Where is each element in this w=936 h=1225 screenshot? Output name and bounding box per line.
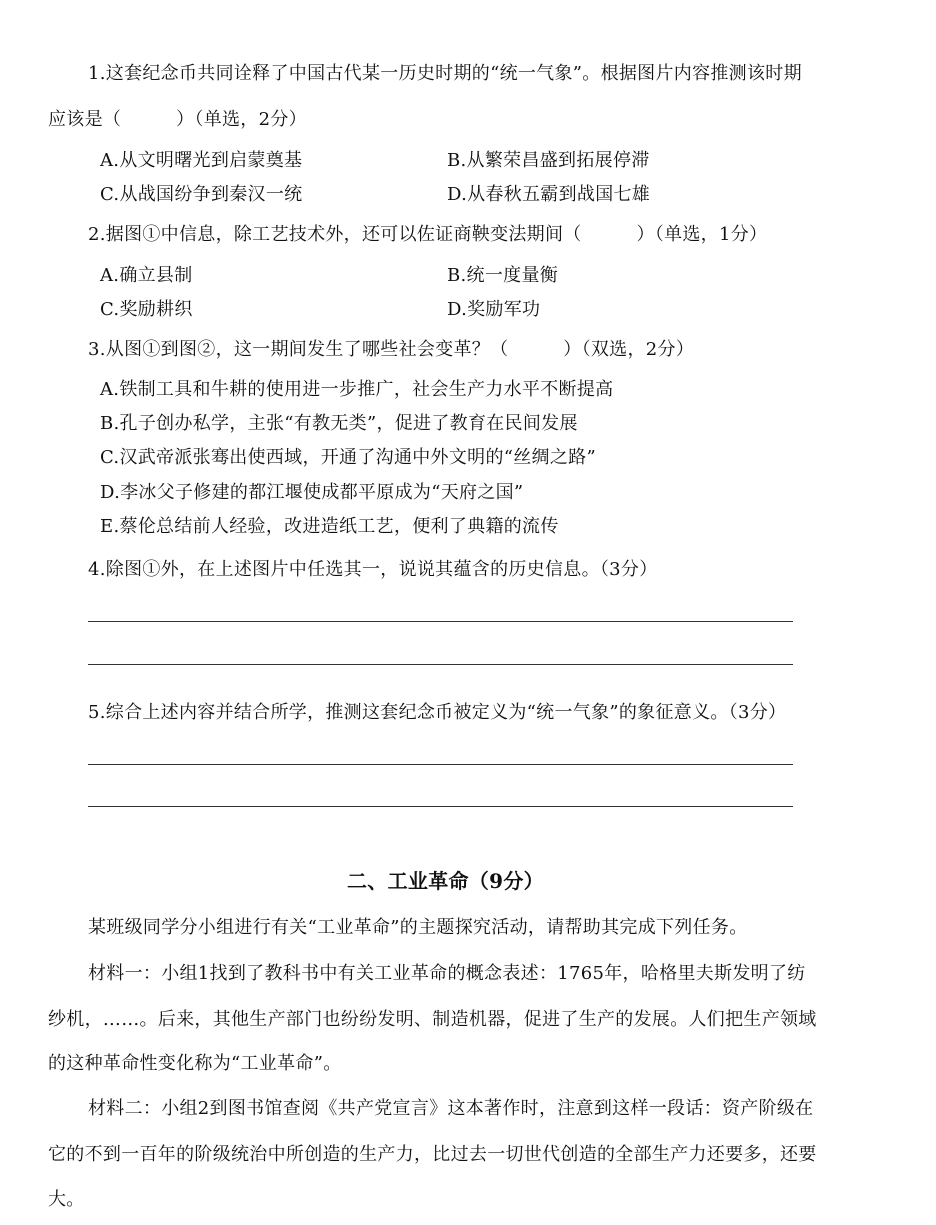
- q1-stem-line1: 1.这套纪念币共同诠释了中国古代某一历史时期的“统一气象”。根据图片内容推测该时期: [88, 63, 802, 84]
- material2-line1: 材料二：小组2到图书馆查阅《共产党宣言》这本著作时，注意到这样一段话：资产阶级在: [88, 1098, 814, 1119]
- q3-option-c: C.汉武帝派张骞出使西域，开通了沟通中外文明的“丝绸之路”: [100, 447, 596, 468]
- q1-option-d: D.从春秋五霸到战国七雄: [447, 184, 651, 205]
- q3-stem: 3.从图①到图②，这一期间发生了哪些社会变革？（ ）（双选，2分）: [88, 339, 695, 360]
- q4-stem: 4.除图①外，在上述图片中任选其一，说说其蕴含的历史信息。（3分）: [88, 559, 658, 580]
- q4-answer-line-2[interactable]: [88, 664, 793, 665]
- q4-answer-line-1[interactable]: [88, 621, 793, 622]
- q5-answer-line-1[interactable]: [88, 764, 793, 765]
- q1-option-a: A.从文明曙光到启蒙奠基: [100, 150, 303, 171]
- q1-option-b: B.从繁荣昌盛到拓展停滞: [447, 150, 650, 171]
- q3-option-e: E.蔡伦总结前人经验，改进造纸工艺，便利了典籍的流传: [100, 516, 559, 537]
- q2-stem: 2.据图①中信息，除工艺技术外，还可以佐证商鞅变法期间（ ）（单选，1分）: [88, 224, 768, 245]
- q5-answer-line-2[interactable]: [88, 806, 793, 807]
- q1-option-c: C.从战国纷争到秦汉一统: [100, 184, 303, 205]
- material1-line3: 的这种革命性变化称为“工业革命”。: [48, 1053, 342, 1074]
- section2-title: 二、工业革命（9分）: [347, 869, 544, 893]
- q3-option-d: D.李冰父子修建的都江堰使成都平原成为“天府之国”: [100, 482, 524, 503]
- q2-option-b: B.统一度量衡: [447, 265, 559, 286]
- q2-option-d: D.奖励军功: [447, 299, 541, 320]
- material1-line2: 纱机，……。后来，其他生产部门也纷纷发明、制造机器，促进了生产的发展。人们把生产领域: [48, 1009, 817, 1030]
- q2-option-c: C.奖励耕织: [100, 299, 193, 320]
- material2-line3: 大。: [48, 1189, 85, 1210]
- material2-line2: 它的不到一百年的阶级统治中所创造的生产力，比过去一切世代创造的全部生产力还要多，还要: [48, 1144, 817, 1165]
- material1-line1: 材料一：小组1找到了教科书中有关工业革命的概念表述：1765年，哈格里夫斯发明了纺: [88, 963, 806, 984]
- q3-option-b: B.孔子创办私学，主张“有教无类”，促进了教育在民间发展: [100, 413, 578, 434]
- q2-option-a: A.确立县制: [100, 265, 193, 286]
- q1-stem-line2: 应该是（ ）（单选，2分）: [48, 109, 307, 130]
- section2-intro: 某班级同学分小组进行有关“工业革命”的主题探究活动，请帮助其完成下列任务。: [88, 917, 748, 938]
- q5-stem: 5.综合上述内容并结合所学，推测这套纪念币被定义为“统一气象”的象征意义。（3分）: [88, 702, 787, 723]
- q3-option-a: A.铁制工具和牛耕的使用进一步推广，社会生产力水平不断提高: [100, 379, 614, 400]
